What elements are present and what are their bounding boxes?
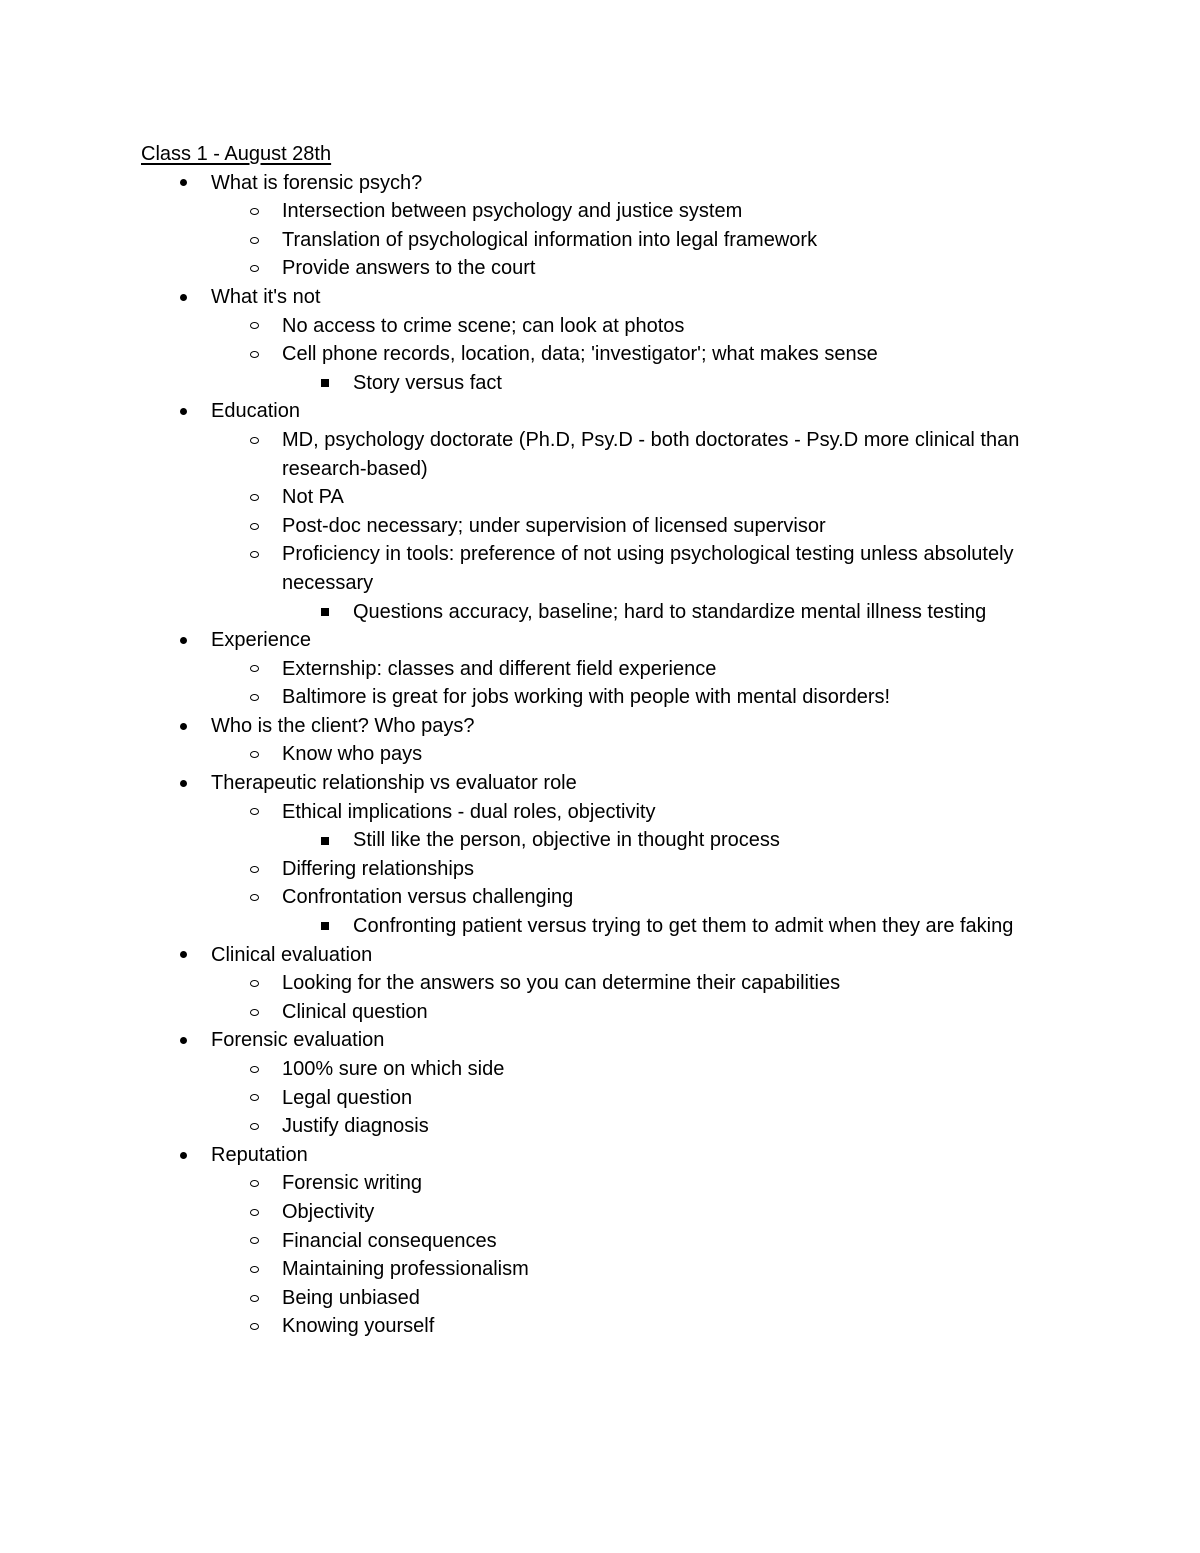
list-item-text: No access to crime scene; can look at photos bbox=[282, 314, 685, 337]
list-item-text: Differing relationships bbox=[282, 857, 474, 880]
list-item-text: Externship: classes and different field experience bbox=[282, 657, 717, 680]
list-item-text: Looking for the answers so you can determine their capabilities bbox=[282, 972, 841, 995]
hollow-circle-bullet-icon bbox=[247, 540, 261, 569]
hollow-circle-bullet-icon bbox=[247, 1255, 261, 1284]
list-item-text: Proficiency in tools: preference of not using psychological testing unless absolutely necessary bbox=[282, 543, 1014, 594]
list-item-text: Ethical implications - dual roles, objectivity bbox=[282, 800, 656, 823]
page-title: Class 1 - August 28th bbox=[141, 143, 332, 165]
square-bullet-icon bbox=[318, 912, 332, 941]
list-item bbox=[141, 740, 1061, 769]
filled-circle-bullet-icon bbox=[176, 283, 190, 312]
list-item bbox=[141, 1112, 1061, 1141]
hollow-circle-bullet-icon bbox=[247, 883, 261, 912]
list-item bbox=[141, 798, 1061, 827]
list-item bbox=[141, 1055, 1061, 1084]
list-item bbox=[141, 312, 1061, 341]
list-item-text: Legal question bbox=[282, 1086, 413, 1109]
list-item bbox=[141, 283, 1061, 312]
hollow-circle-bullet-icon bbox=[247, 1112, 261, 1141]
hollow-circle-bullet-icon bbox=[247, 1227, 261, 1256]
list-item bbox=[141, 655, 1061, 684]
list-item-text: Reputation bbox=[211, 1143, 308, 1166]
square-bullet-icon bbox=[318, 826, 332, 855]
hollow-circle-bullet-icon bbox=[247, 312, 261, 341]
list-item bbox=[141, 340, 1061, 369]
hollow-circle-bullet-icon bbox=[247, 998, 261, 1027]
list-item bbox=[141, 598, 1061, 627]
list-item bbox=[141, 998, 1061, 1027]
hollow-circle-bullet-icon bbox=[247, 226, 261, 255]
list-item-text: What it's not bbox=[211, 285, 321, 308]
hollow-circle-bullet-icon bbox=[247, 655, 261, 684]
hollow-circle-bullet-icon bbox=[247, 340, 261, 369]
list-item bbox=[141, 512, 1061, 541]
hollow-circle-bullet-icon bbox=[247, 512, 261, 541]
list-item-text: Being unbiased bbox=[282, 1286, 420, 1309]
list-item-text: Provide answers to the court bbox=[282, 257, 536, 280]
list-item-text: Experience bbox=[211, 629, 312, 652]
hollow-circle-bullet-icon bbox=[247, 1055, 261, 1084]
list-item-text: Justify diagnosis bbox=[282, 1115, 429, 1138]
hollow-circle-bullet-icon bbox=[247, 1198, 261, 1227]
filled-circle-bullet-icon bbox=[176, 769, 190, 798]
list-item-text: Forensic writing bbox=[282, 1172, 423, 1195]
list-item-text: Financial consequences bbox=[282, 1229, 497, 1252]
list-item bbox=[141, 969, 1061, 998]
list-item bbox=[141, 369, 1061, 398]
list-item bbox=[141, 397, 1061, 426]
list-item bbox=[141, 426, 1061, 483]
list-item bbox=[141, 226, 1061, 255]
list-item bbox=[141, 883, 1061, 912]
list-item-text: What is forensic psych? bbox=[211, 171, 423, 194]
list-item-text: Education bbox=[211, 400, 300, 423]
hollow-circle-bullet-icon bbox=[247, 1312, 261, 1341]
list-item bbox=[141, 1198, 1061, 1227]
list-item-text: Cell phone records, location, data; 'investigator'; what makes sense bbox=[282, 343, 878, 366]
list-item bbox=[141, 712, 1061, 741]
list-item-text: Story versus fact bbox=[353, 371, 502, 394]
list-item bbox=[141, 912, 1061, 941]
filled-circle-bullet-icon bbox=[176, 626, 190, 655]
list-item bbox=[141, 169, 1061, 198]
list-item bbox=[141, 1284, 1061, 1313]
filled-circle-bullet-icon bbox=[176, 397, 190, 426]
list-item-text: 100% sure on which side bbox=[282, 1058, 505, 1080]
hollow-circle-bullet-icon bbox=[247, 683, 261, 712]
list-item bbox=[141, 1084, 1061, 1113]
hollow-circle-bullet-icon bbox=[247, 1284, 261, 1313]
list-item-text: Post-doc necessary; under supervision of licensed supervisor bbox=[282, 514, 826, 537]
list-item-text: Confrontation versus challenging bbox=[282, 886, 574, 909]
list-item-text: Forensic evaluation bbox=[211, 1029, 385, 1052]
list-item bbox=[141, 626, 1061, 655]
filled-circle-bullet-icon bbox=[176, 1141, 190, 1170]
list-item-text: Baltimore is great for jobs working with people with mental disorders! bbox=[282, 686, 891, 709]
square-bullet-icon bbox=[318, 598, 332, 627]
hollow-circle-bullet-icon bbox=[247, 197, 261, 226]
hollow-circle-bullet-icon bbox=[247, 969, 261, 998]
filled-circle-bullet-icon bbox=[176, 941, 190, 970]
list-item bbox=[141, 855, 1061, 884]
list-item bbox=[141, 483, 1061, 512]
list-item-text: Clinical question bbox=[282, 1000, 428, 1023]
list-item-text: Objectivity bbox=[282, 1200, 375, 1223]
list-item-text: MD, psychology doctorate (Ph.D, Psy.D - both doctorates - Psy.D more clinical than research-based) bbox=[282, 428, 1020, 480]
filled-circle-bullet-icon bbox=[176, 169, 190, 198]
hollow-circle-bullet-icon bbox=[247, 740, 261, 769]
list-item-text: Maintaining professionalism bbox=[282, 1258, 529, 1281]
list-item bbox=[141, 197, 1061, 226]
hollow-circle-bullet-icon bbox=[247, 483, 261, 512]
square-bullet-icon bbox=[318, 369, 332, 398]
list-item bbox=[141, 1169, 1061, 1198]
list-item bbox=[141, 769, 1061, 798]
list-item-text: Confronting patient versus trying to get them to admit when they are faking bbox=[353, 915, 1014, 938]
list-item-text: Knowing yourself bbox=[282, 1315, 435, 1338]
notes-outline bbox=[141, 169, 1061, 1341]
hollow-circle-bullet-icon bbox=[247, 254, 261, 283]
list-item-text: Not PA bbox=[282, 486, 344, 509]
list-item bbox=[141, 1255, 1061, 1284]
hollow-circle-bullet-icon bbox=[247, 1169, 261, 1198]
list-item-text: Therapeutic relationship vs evaluator role bbox=[211, 772, 577, 795]
list-item-text: Questions accuracy, baseline; hard to standardize mental illness testing bbox=[353, 600, 987, 623]
hollow-circle-bullet-icon bbox=[247, 1084, 261, 1113]
hollow-circle-bullet-icon bbox=[247, 855, 261, 884]
list-item-text: Know who pays bbox=[282, 743, 423, 766]
filled-circle-bullet-icon bbox=[176, 1026, 190, 1055]
list-item bbox=[141, 1227, 1061, 1256]
filled-circle-bullet-icon bbox=[176, 712, 190, 741]
list-item bbox=[141, 1141, 1061, 1170]
list-item-text: Who is the client? Who pays? bbox=[211, 714, 475, 737]
list-item bbox=[141, 941, 1061, 970]
list-item bbox=[141, 1312, 1061, 1341]
hollow-circle-bullet-icon bbox=[247, 426, 261, 455]
hollow-circle-bullet-icon bbox=[247, 798, 261, 827]
document-body bbox=[141, 140, 1061, 1341]
list-item-text: Clinical evaluation bbox=[211, 943, 373, 966]
list-item bbox=[141, 683, 1061, 712]
list-item bbox=[141, 540, 1061, 597]
list-item bbox=[141, 826, 1061, 855]
list-item-text: Translation of psychological information into legal framework bbox=[282, 228, 818, 251]
list-item-text: Intersection between psychology and justice system bbox=[282, 200, 743, 223]
list-item bbox=[141, 254, 1061, 283]
list-item-text: Still like the person, objective in thought process bbox=[353, 829, 780, 852]
list-item bbox=[141, 1026, 1061, 1055]
